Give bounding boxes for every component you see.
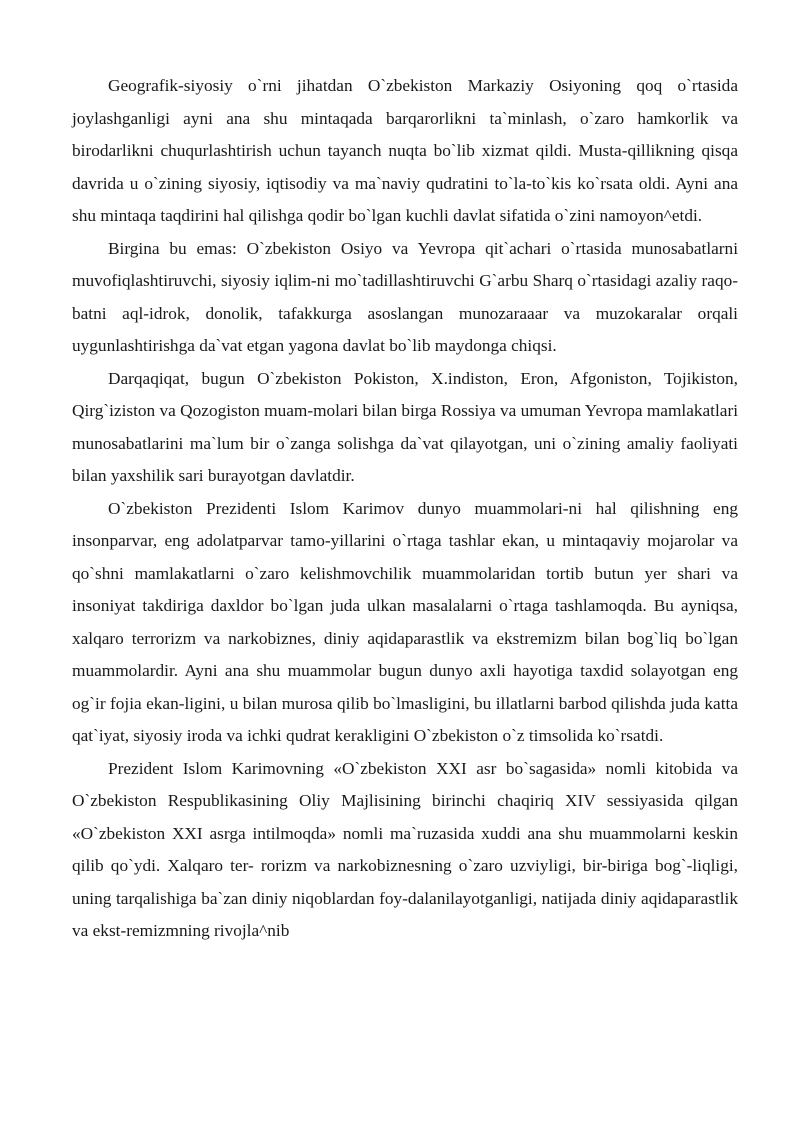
document-page	[72, 70, 738, 948]
paragraph: Prezident Islom Karimovning «O`zbekiston XXI asr bo`sagasida» nomli kitobida va O`zbekiston Respublikasining Oliy Majlisining birinchi chaqiriq XIV sessiyasida qilgan «O`zbekiston XXI asrga intilmoqda» nomli ma`ruzasida xuddi ana shu muammolarni keskin qilib qo`ydi. Xalqaro ter- rorizm va narkobiznesning o`zaro uzviyligi, bir-biriga bog`-liqligi, uning tarqalishiga ba`zan diniy niqoblardan foy-dalanilayotganligi, natijada diniy aqidaparastlik va ekst-remizmning rivojla^nib	[72, 758, 738, 940]
paragraph: Geografik-siyosiy o`rni jihatdan O`zbekiston Markaziy Osiyoning qoq o`rtasida joylashganligi ayni ana shu mintaqada barqarorlikni ta`minlash, o`zaro hamkorlik va birodarlikni chuqurlashtirish uchun tayanch nuqta bo`lib xizmat qildi. Musta-qillikning qisqa davrida u o`zining siyosiy, iqtisodiy va ma`naviy qudratini to`la-to`kis ko`rsata oldi. Ayni ana shu mintaqa taqdirini hal qilishga qodir bo`lgan kuchli davlat sifatida o`zini namoyon^etdi.	[72, 76, 738, 225]
paragraph: Darqaqiqat, bugun O`zbekiston Pokiston, X.indiston, Eron, Afgoniston, Tojikiston, Qirg`iziston va Qozogiston muam-molari bilan birga Rossiya va umuman Yevropa mamlakatlari munosabatlarini ma`lum bir o`zanga solishga da`vat qilayotgan, uni o`zining amaliy faoliyati bilan yaxshilik sari burayotgan davlatdir.	[72, 368, 739, 485]
paragraph: O`zbekiston Prezidenti Islom Karimov dunyo muammolari-ni hal qilishning eng insonparvar, eng adolatparvar tamo-yillarini o`rtaga tashlar ekan, u mintaqaviy mojarolar va qo`shni mamlakatlarni o`zaro kelishmovchilik muammolaridan tortib butun yer shari va insoniyat takdiriga daxldor bo`lgan juda ulkan masalalarni o`rtaga tashlamoqda. Bu ayniqsa, xalqaro terrorizm va narkobiznes, diniy aqidaparastlik va ekstremizm bilan bog`liq bo`lgan muammolardir. Ayni ana shu muammolar bugun dunyo axli hayotiga taxdid solayotgan eng og`ir fojia ekan-ligini, u bilan murosa qilib bo`lmasligini, bu illatlarni barbod qilishda juda katta qat`iyat, siyosiy iroda va ichki qudrat kerakligini O`zbekiston o`z timsolida ko`rsatdi.	[72, 498, 738, 745]
paragraph: Birgina bu emas: O`zbekiston Osiyo va Yevropa qit`achari o`rtasida munosabatlarni muvofiqlashtiruvchi, siyosiy iqlim-ni mo`tadillashtiruvchi G`arbu Sharq o`rtasidagi azaliy raqo-batni aql-idrok, donolik, tafakkurga asoslangan munozaraaar va muzokaralar orqali uygunlashtirishga da`vat etgan yagona davlat bo`lib maydonga chiqsi.	[72, 238, 738, 355]
